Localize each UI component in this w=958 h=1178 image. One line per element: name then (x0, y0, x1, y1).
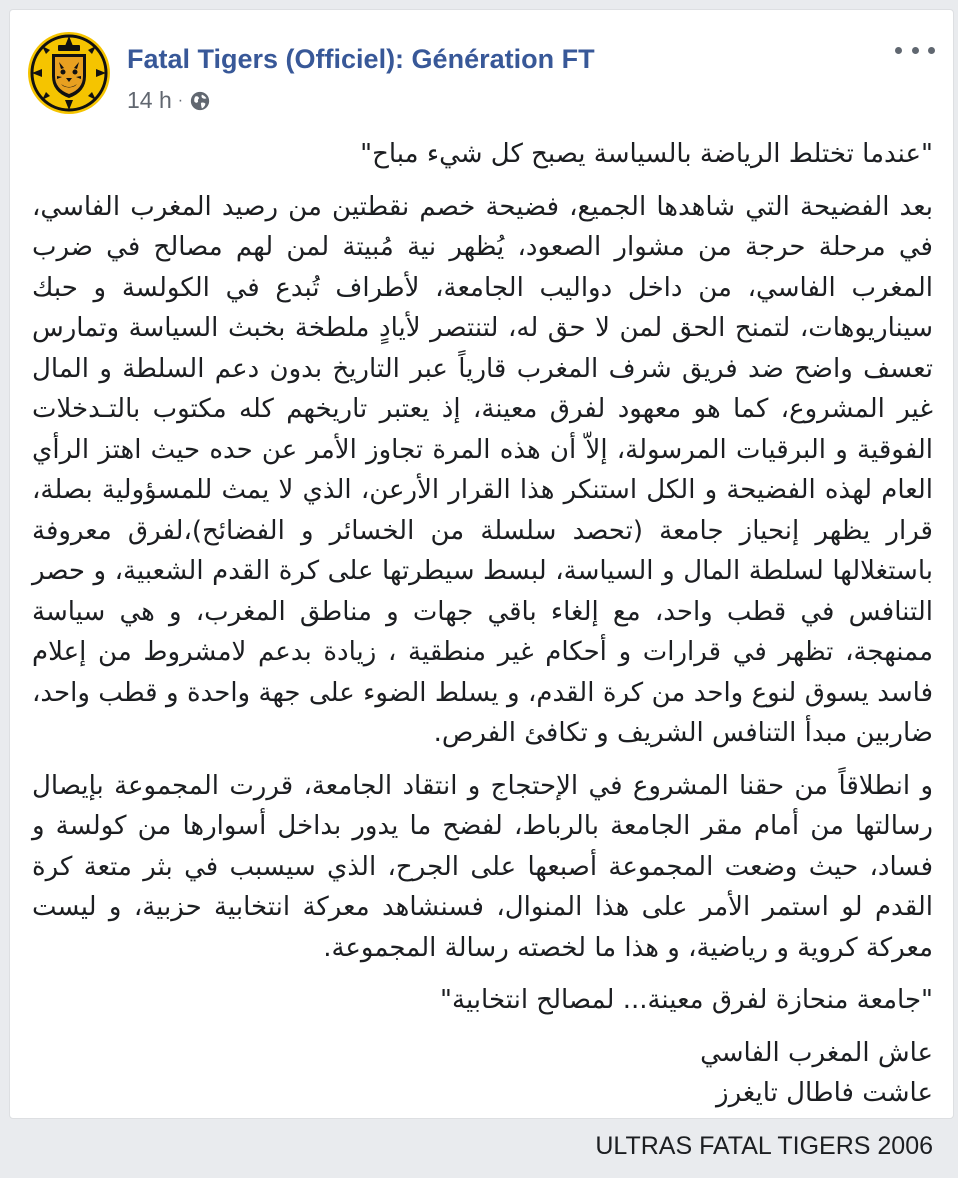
post-sign-off (32, 1033, 933, 1114)
post-paragraph-2: و انطلاقاً من حقنا المشروع في الإحتجاج و انتقاد الجامعة، قررت المجموعة بإيصال رسالتها من أمام مقر الجامعة بالرباط، لفضح ما يدور بداخل أسوارها من كولسة و فساد، حيث وضعت المجموعة أصبعها على الجرح، الذي سيسبب في بثر متعة كرة القدم لو استمر الأمر على هذا المنوال، فسنشاهد معركة انتخابية حزبية، و ليست معركة كروية و رياضية، و هذا ما لخصته رسالة المجموعة. (32, 770, 933, 963)
sign-line-1: عاش المغرب الفاسي (700, 1037, 933, 1068)
tiger-crest-logo (28, 32, 110, 114)
page-name-link[interactable]: Fatal Tigers (Officiel): Génération FT (127, 44, 595, 74)
post-card (9, 9, 954, 1160)
more-options-icon[interactable] (895, 38, 935, 62)
post-body (32, 134, 933, 1178)
post-paragraph-1: بعد الفضيحة التي شاهدها الجميع، فضيحة خصم نقطتين من رصيد المغرب الفاسي، في مرحلة حرجة من مشوار الصعود، يُظهر نية مُبيتة لمن لهم مصالح في ضرب المغرب الفاسي، من داخل دواليب الجامعة، لأطراف تُبدع في الكولسة و حبك سيناريوهات، لتمنح الحق لمن لا حق له، لتنتصر لأيادٍ ملطخة بخبث السياسة وتمارس تعسف واضح ضد فريق شرف المغرب قارياً عبر التاريخ بدون دعم السلطة و المال غير المشروع، كما هو معهود لفرق معينة، إذ يعتبر تاريخهم كله مكتوب بالتـدخلات الفوقية و البرقيات المرسولة، إلاّ أن هذه المرة تجاوز الأمر عن حده حيث اهتز الرأي العام لهذه الفضيحة و الكل استنكر هذا القرار الأرعن، الذي لا يمث للمسؤولية بصلة، قرار يظهر إنحياز جامعة (تحصد سلسلة من الخسائر و الفضائح)،لفرق معروفة باستغلالها لسلطة المال و السياسة، لبسط سيطرتها على كرة القدم الشعبية، و حصر التنافس في قطب واحد، مع إلغاء باقي جهات و مناطق المغرب، و هي سياسة ممنهجة، تظهر في قرارات و أحكام غير منطقية ، زيادة بدعم لامشروط من إعلام فاسد يسوق لنوع واحد من كرة القدم، و يسلط الضوء على جهة واحدة و قطب واحد، ضاربين مبدأ التنافس الشريف و تكافئ الفرص. (32, 191, 933, 748)
post-header (28, 32, 935, 112)
post-headline: "عندما تختلط الرياضة بالسياسة يصبح كل شيء مباح" (360, 139, 933, 169)
post-signature: ULTRAS FATAL TIGERS 2006 (595, 1131, 933, 1160)
post-quote: "جامعة منحازة لفرق معينة... لمصالح انتخابية" (440, 985, 933, 1015)
globe-icon[interactable] (189, 90, 211, 112)
sign-line-2: عاشت فاطال تايغرز (716, 1078, 933, 1108)
meta-separator: · (177, 91, 184, 109)
post-meta (127, 87, 211, 114)
avatar[interactable] (28, 32, 110, 114)
post-time[interactable]: 14 h (127, 87, 172, 113)
